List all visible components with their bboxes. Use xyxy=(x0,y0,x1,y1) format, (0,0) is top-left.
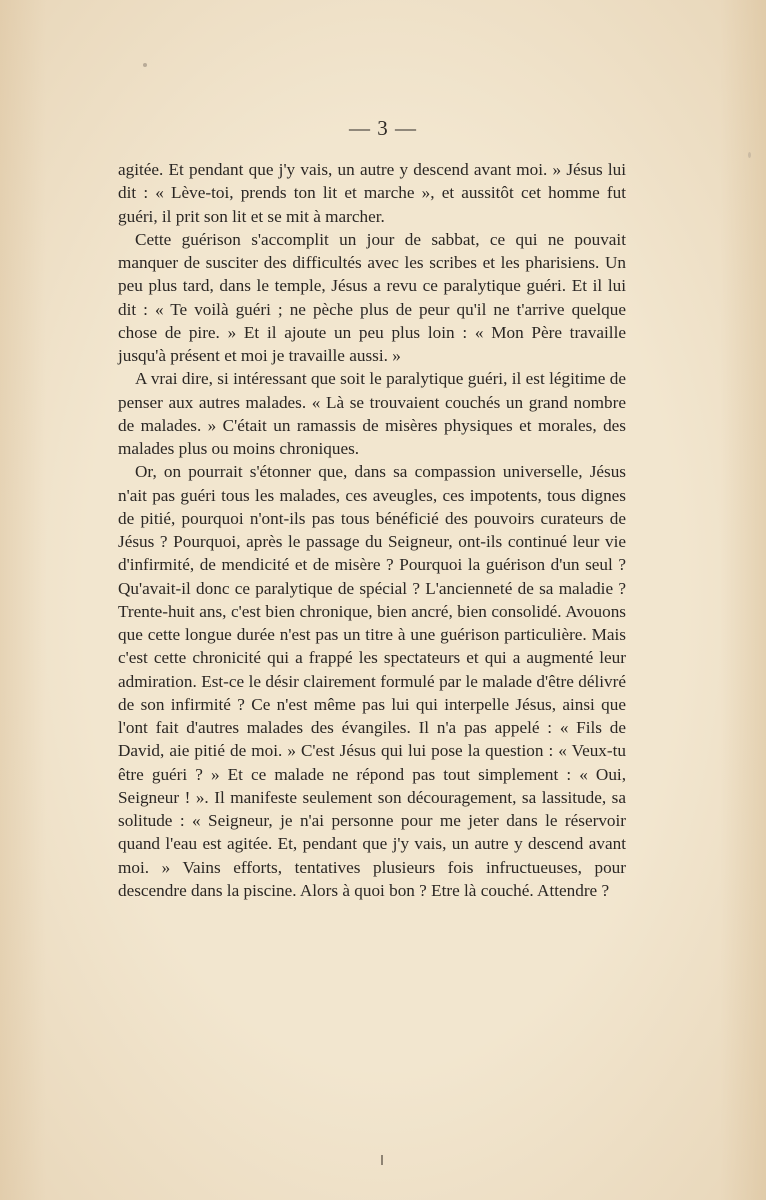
paragraph-other-sick: A vrai dire, si intéressant que soit le paralytique guéri, il est légitime de penser aux autres malades. « Là se trouvaient couchés un grand nombre de malades. » C'était un ramassis de misères physiques et morales, des malades plus ou moins chroniques. xyxy=(118,369,626,458)
paper-mark xyxy=(381,1155,383,1165)
paragraph-why-one-healed: Or, on pourrait s'étonner que, dans sa compassion universelle, Jésus n'ait pas guéri tous les malades, ces aveugles, ces impotents, tous dignes de pitié, pourquoi n'ont-ils pas tous bénéficié des pouvoirs curateurs de Jésus ? Pourquoi, après le passage du Seigneur, ont-ils continué leur vie d'infirmité, de mendicité et de misère ? Pourquoi la guérison d'un seul ? Qu'avait-il donc ce paralytique de spécial ? L'ancienneté de sa maladie ? Trente-huit ans, c'est bien chronique, bien ancré, bien consolidé. Avouons que cette longue durée n'est pas un titre à une guérison particulière. Mais c'est cette chronicité qui a frappé les spectateurs et qui a augmenté leur admiration. Est-ce le désir clairement formulé par le malade d'être délivré de son infirmité ? Ce n'est même pas lui qui interpelle Jésus, ainsi que l'ont fait d'autres malades des évangiles. Il n'a pas appelé : « Fils de David, aie pitié de moi. » C'est Jésus qui lui pose la question : « Veux-tu être guéri ? » Et ce malade ne répond pas tout simplement : « Oui, Seigneur ! ». Il manifeste seulement son découragement, sa lassitude, sa solitude : « Seigneur, je n'ai personne pour me jeter dans le réservoir quand l'eau est agitée. Et, pendant que j'y vais, un autre y descend avant moi. » Vains efforts, tentatives plusieurs fois infructueuses, pour descendre dans la piscine. Alors à quoi bon ? Etre là couché. Attendre ? xyxy=(118,462,626,900)
paragraph-continuation: agitée. Et pendant que j'y vais, un autre y descend avant moi. » Jésus lui dit : « Lève-toi, prends ton lit et marche », et aussitôt cet homme fut guéri, il prit son lit et se mit à marcher. xyxy=(118,160,626,226)
paper-speck xyxy=(143,63,147,67)
body-text xyxy=(118,158,626,902)
paragraph-sabbath-healing: Cette guérison s'accomplit un jour de sabbat, ce qui ne pouvait manquer de susciter des difficultés avec les scribes et les pharisiens. Un peu plus tard, dans le temple, Jésus a revu ce paralytique guéri. Et il lui dit : « Te voilà guéri ; ne pèche plus de peur qu'il ne t'arrive quelque chose de pire. » Et il ajoute un peu plus loin : « Mon Père travaille jusqu'à présent et moi je travaille aussi. » xyxy=(118,229,626,365)
paper-speck xyxy=(748,152,751,158)
page-number: — 3 — xyxy=(349,116,417,140)
